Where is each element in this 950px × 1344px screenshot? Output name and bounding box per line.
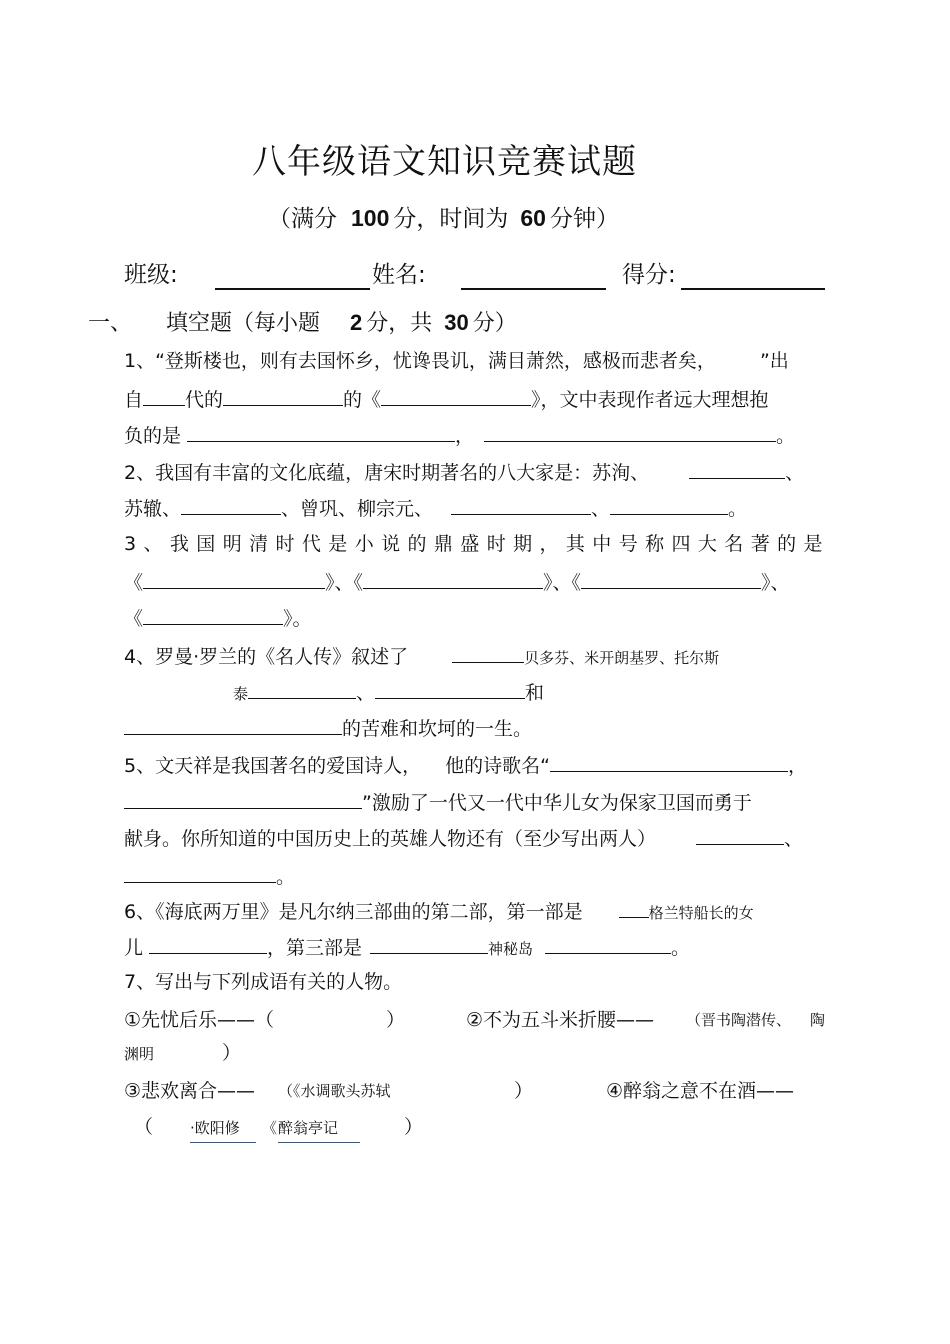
q3-blank-4[interactable]: [143, 604, 283, 625]
q5-hero-blank-2[interactable]: [124, 862, 276, 883]
q2-text-c: 苏辙、: [124, 498, 182, 520]
q2-blank-2[interactable]: [181, 494, 281, 515]
q2-text-a: 2、我国有丰富的文化底蕴，唐宋时期著名的八大家是：苏洵、: [124, 462, 650, 484]
q1-line-3: [124, 421, 795, 449]
subtitle-mid: 分，时间为: [393, 206, 509, 232]
q3-text-c: 》、《: [325, 572, 364, 594]
q3-text-a: 3、我国明清时代是小说的鼎盛时期，其中号称四大名著的是: [124, 533, 830, 555]
q4-blank-1[interactable]: [452, 642, 524, 663]
q4-text-a: 4、罗曼·罗兰的《名人传》叙述了: [124, 646, 409, 668]
name-blank[interactable]: [461, 264, 606, 290]
q7-item-2-close: ）: [222, 1042, 242, 1064]
q5-text-a: 5、文天祥是我国著名的爱国诗人，: [124, 755, 422, 777]
q1-text-a: 1、“登斯楼也，则有去国怀乡，忧谗畏讥，满目萧然，感极而悲者矣，: [124, 350, 716, 372]
q7-item-2-answer: （晋书陶潜传、: [686, 1011, 792, 1029]
q2-blank-1[interactable]: [689, 458, 785, 479]
q7-item-2: ②不为五斗米折腰——: [466, 1009, 655, 1031]
q2-text-b: 、: [785, 462, 805, 484]
q3-text-b: 《: [124, 572, 144, 594]
q6-blank-2[interactable]: [149, 933, 267, 954]
q1-dynasty-blank[interactable]: [143, 385, 185, 406]
q5-line-1: [124, 751, 807, 779]
q3-line-1: [124, 531, 830, 557]
q7-item-2-answer-end: 陶: [810, 1011, 826, 1029]
q5-poem-blank-2[interactable]: [124, 788, 362, 809]
q6-line-2: [124, 933, 690, 962]
q1-text-b: ”出: [759, 350, 789, 372]
q6-blank-1[interactable]: [619, 897, 649, 918]
q1-author-blank[interactable]: [223, 385, 343, 406]
per-question-score: 2: [350, 310, 363, 335]
q1-text-e: 的《: [343, 389, 382, 411]
section-text-3: 分）: [472, 311, 517, 336]
q7-line-1: 7、写出与下列成语有关的人物。: [124, 971, 403, 993]
exam-subtitle: [268, 202, 619, 235]
section-text-2: 分，共: [366, 311, 433, 336]
q3-line-3: [124, 604, 312, 632]
name-label: 姓名:: [372, 262, 426, 288]
q5-text-c: ，: [787, 755, 807, 777]
q1-line-1: [124, 348, 789, 374]
q7-item-4: ④醉翁之意不在酒——: [606, 1080, 795, 1102]
q6-text-a: 6、《海底两万里》是凡尔纳三部曲的第二部，第一部是: [124, 901, 583, 923]
q6-answer-1: 格兰特船长的女: [648, 904, 754, 922]
q1-quote-blank-1[interactable]: [187, 421, 455, 442]
q4-blank-2[interactable]: [248, 678, 356, 699]
q4-text-f: 的苦难和坎坷的一生。: [342, 718, 533, 740]
q3-text-g: 》。: [283, 608, 312, 630]
q4-line-1: [124, 642, 719, 671]
q7-item-3-answer: （《水调歌头苏轼: [278, 1082, 391, 1100]
q1-work-blank[interactable]: [381, 385, 531, 406]
section-heading: [88, 308, 517, 339]
q4-answer-names: 贝多芬、米开朗基罗、托尔斯: [524, 649, 720, 667]
class-blank[interactable]: [215, 264, 370, 290]
q7-item-3-close: ）: [514, 1080, 534, 1102]
q4-blank-3[interactable]: [375, 678, 525, 699]
q2-blank-3[interactable]: [451, 494, 591, 515]
q4-text-e: 和: [525, 682, 545, 704]
q2-text-f: 。: [728, 498, 748, 520]
subtitle-suffix: 分钟）: [549, 206, 619, 232]
q7-item-3: ③悲欢离合——: [124, 1080, 256, 1102]
full-score: 100: [351, 205, 390, 231]
q5-hero-blank-1[interactable]: [696, 824, 784, 845]
q6-line-1: [124, 897, 754, 926]
q7-item-2-answer-cont: 渊明: [124, 1045, 155, 1063]
q5-text-d: ”激励了一代又一代中华儿女为保家卫国而勇于: [362, 792, 752, 814]
q7-item-4-close: ）: [404, 1116, 424, 1138]
time-limit: 60: [520, 205, 546, 231]
page-title: 八年级语文知识竞赛试题: [252, 142, 637, 182]
q5-poem-blank-1[interactable]: [550, 751, 788, 772]
q7-item-1-close: ）: [386, 1009, 406, 1031]
section-total-score: 30: [444, 310, 469, 335]
q7-item-4-answer-work: 醉翁亭记: [278, 1115, 360, 1143]
q2-line-2: [124, 494, 747, 522]
q4-line-2: [233, 678, 544, 707]
q3-blank-2[interactable]: [363, 568, 543, 589]
q7-item-4-open: （: [134, 1116, 154, 1138]
q3-blank-1[interactable]: [143, 568, 325, 589]
q2-line-1: [124, 458, 804, 486]
q4-text-d: 、: [356, 682, 376, 704]
q1-line-2: [124, 385, 769, 413]
q2-blank-4[interactable]: [610, 494, 728, 515]
q6-blank-4[interactable]: [545, 933, 671, 954]
q7-item-4-answer-author: ·欧阳修: [190, 1115, 256, 1143]
q5-text-f: 、: [784, 828, 804, 850]
q1-text-c: 自: [124, 389, 144, 411]
q2-text-e: 、: [591, 498, 611, 520]
q1-text-g: 负的是: [124, 425, 182, 447]
q1-text-d: 代的: [185, 389, 224, 411]
section-number: 一、: [88, 311, 133, 336]
q5-text-e: 献身。你所知道的中国历史上的英雄人物还有（至少写出两人）: [124, 828, 657, 850]
q6-text-d: ，第三部是: [267, 937, 363, 959]
q3-text-d: 》、《: [543, 572, 582, 594]
section-text-1: 填空题（每小题: [166, 311, 321, 336]
subtitle-prefix: （满分: [268, 206, 337, 232]
score-blank[interactable]: [681, 264, 825, 290]
q3-line-2: [124, 568, 790, 596]
q3-text-f: 《: [124, 608, 144, 630]
q3-blank-3[interactable]: [581, 568, 761, 589]
q6-text-c: 儿: [124, 937, 144, 959]
q3-text-e: 》、: [761, 572, 790, 594]
q5-line-2: [124, 788, 752, 816]
q1-text-f: 》，文中表现作者远大理想抱: [531, 389, 769, 411]
q6-blank-3[interactable]: [370, 933, 488, 954]
q4-blank-4[interactable]: [124, 714, 342, 735]
q6-answer-2: 神秘岛: [488, 940, 534, 958]
q4-line-3: [124, 714, 532, 742]
q1-text-h: ，: [455, 425, 475, 447]
q5-text-b: 他的诗歌名“: [445, 755, 550, 777]
q4-text-c: 泰: [233, 685, 249, 703]
q7-item-1: ①先忧后乐——（: [124, 1009, 275, 1031]
q1-text-i: 。: [776, 425, 796, 447]
q6-text-f: 。: [671, 937, 691, 959]
q5-line-4: [124, 862, 295, 890]
score-label: 得分:: [622, 262, 676, 288]
q1-quote-blank-2[interactable]: [484, 421, 776, 442]
q2-text-d: 、曾巩、柳宗元、: [281, 498, 434, 520]
q7-item-4-answer-bracket: 《: [262, 1119, 278, 1137]
class-label: 班级:: [124, 262, 178, 288]
q5-line-3: [124, 824, 803, 852]
q5-text-g: 。: [276, 866, 296, 888]
